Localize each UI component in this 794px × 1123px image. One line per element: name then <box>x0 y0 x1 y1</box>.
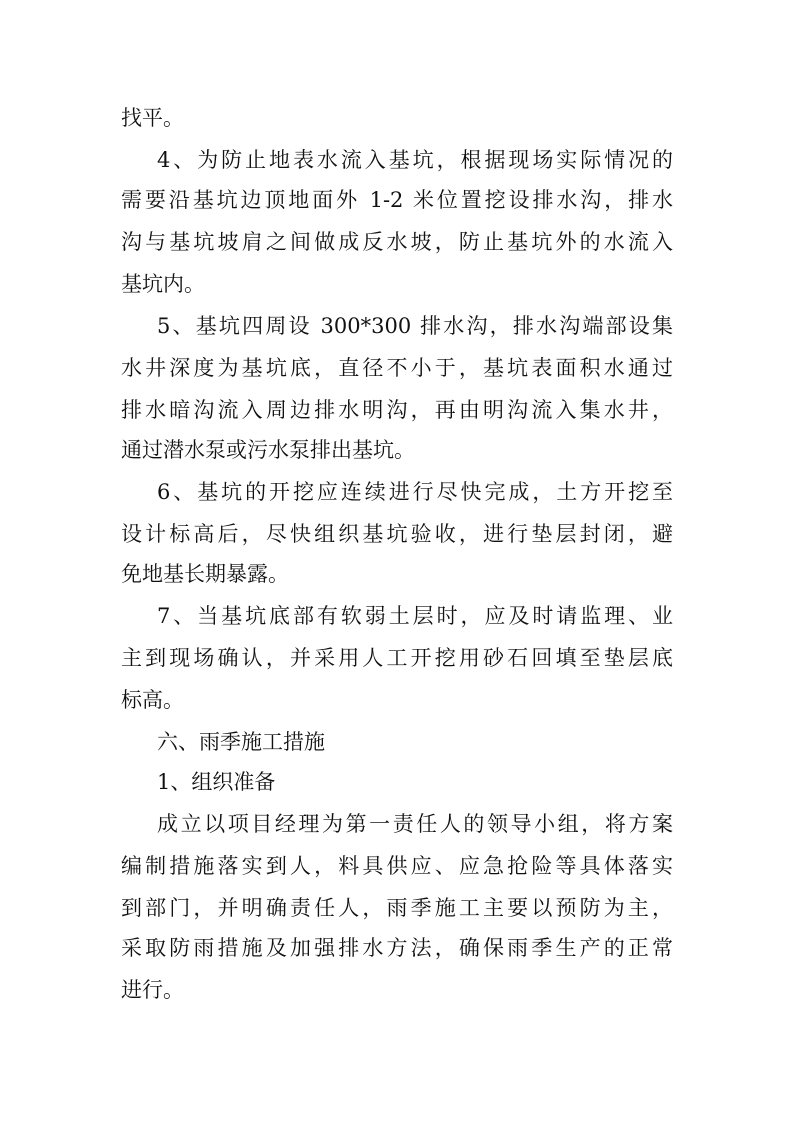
text-line: 7、当基坑底部有软弱土层时，应及时请监理、业 <box>157 604 673 628</box>
text-line: 标高。 <box>121 688 184 712</box>
text-line: 编制措施落实到人，料具供应、应急抢险等具体落实 <box>121 854 673 878</box>
text-line: 到部门，并明确责任人，雨季施工主要以预防为主， <box>121 896 673 920</box>
text-line: 主到现场确认，并采用人工开挖用砂石回填至垫层底 <box>121 646 673 670</box>
subsection-heading: 1、组织准备 <box>157 770 276 794</box>
text-line: 水井深度为基坑底，直径不小于，基坑表面积水通过 <box>121 356 673 380</box>
text-line: 6、基坑的开挖应连续进行尽快完成，土方开挖至 <box>157 480 673 504</box>
text-line: 设计标高后，尽快组织基坑验收，进行垫层封闭，避 <box>121 522 673 546</box>
text-line: 找平。 <box>121 106 184 130</box>
text-line: 5、基坑四周设 300*300 排水沟，排水沟端部设集 <box>157 314 673 338</box>
text-line: 排水暗沟流入周边排水明沟，再由明沟流入集水井， <box>121 398 673 422</box>
text-line: 通过潜水泵或污水泵排出基坑。 <box>121 438 415 462</box>
text-line: 4、为防止地表水流入基坑，根据现场实际情况的 <box>157 148 673 172</box>
text-line: 免地基长期暴露。 <box>121 562 289 586</box>
text-line: 需要沿基坑边顶地面外 1-2 米位置挖设排水沟，排水 <box>121 188 673 212</box>
text-line: 采取防雨措施及加强排水方法，确保雨季生产的正常 <box>121 936 673 960</box>
text-line: 成立以项目经理为第一责任人的领导小组，将方案 <box>157 812 673 836</box>
section-heading: 六、雨季施工措施 <box>157 730 325 754</box>
text-line: 基坑内。 <box>121 272 205 296</box>
text-line: 沟与基坑坡肩之间做成反水坡，防止基坑外的水流入 <box>121 230 673 254</box>
text-line: 进行。 <box>121 978 184 1002</box>
